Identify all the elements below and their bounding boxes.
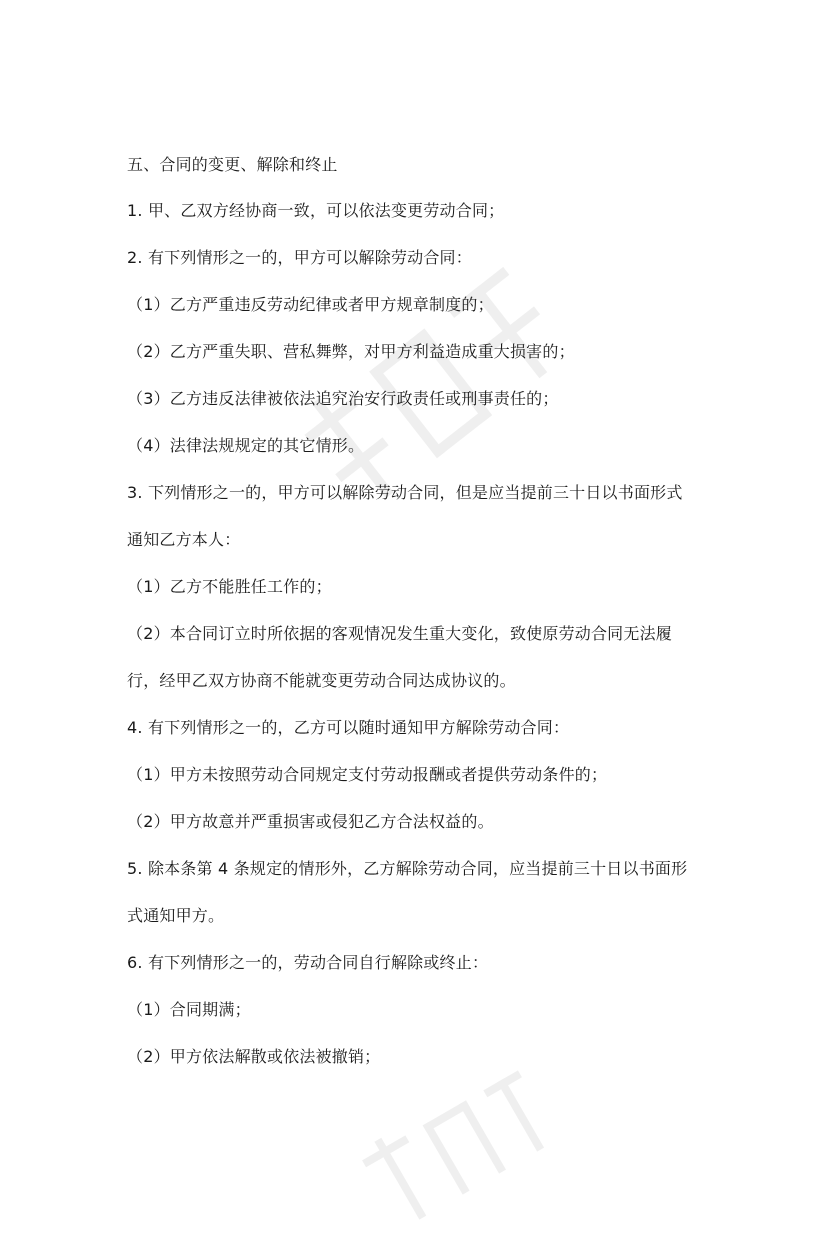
section-heading: 五、合同的变更、解除和终止 <box>127 155 338 174</box>
clause-3-item-2: （2）本合同订立时所依据的客观情况发生重大变化，致使原劳动合同无法履 <box>127 624 672 643</box>
clause-2-item-3: （3）乙方违反法律被依法追究治安行政责任或刑事责任的； <box>127 389 559 408</box>
clause-6-item-1: （1）合同期满； <box>127 1000 251 1019</box>
clause-2-item-2: （2）乙方严重失职、营私舞弊，对甲方利益造成重大损害的； <box>127 342 575 361</box>
clause-3-item-2-continued: 行，经甲乙双方协商不能就变更劳动合同达成协议的。 <box>127 671 516 690</box>
clause-6-item-2: （2）甲方依法解散或依法被撤销； <box>127 1047 381 1066</box>
clause-3-item-1: （1）乙方不能胜任工作的； <box>127 577 332 596</box>
clause-3: 3. 下列情形之一的，甲方可以解除劳动合同，但是应当提前三十日以书面形式 <box>127 483 683 502</box>
watermark-stamp-bottom <box>343 1048 576 1252</box>
clause-3-continued: 通知乙方本人： <box>127 530 241 549</box>
clause-2-item-4: （4）法律法规规定的其它情形。 <box>127 436 365 455</box>
clause-4: 4. 有下列情形之一的，乙方可以随时通知甲方解除劳动合同： <box>127 718 570 737</box>
clause-2: 2. 有下列情形之一的，甲方可以解除劳动合同： <box>127 248 472 267</box>
clause-6: 6. 有下列情形之一的，劳动合同自行解除或终止： <box>127 953 489 972</box>
clause-5: 5. 除本条第 4 条规定的情形外，乙方解除劳动合同，应当提前三十日以书面形 <box>127 859 688 878</box>
clause-4-item-2: （2）甲方故意并严重损害或侵犯乙方合法权益的。 <box>127 812 494 831</box>
watermark-stamp <box>264 231 636 589</box>
clause-5-continued: 式通知甲方。 <box>127 906 225 925</box>
clause-1: 1. 甲、乙双方经协商一致，可以依法变更劳动合同； <box>127 201 505 220</box>
clause-2-item-1: （1）乙方严重违反劳动纪律或者甲方规章制度的； <box>127 295 494 314</box>
clause-4-item-1: （1）甲方未按照劳动合同规定支付劳动报酬或者提供劳动条件的； <box>127 765 608 784</box>
